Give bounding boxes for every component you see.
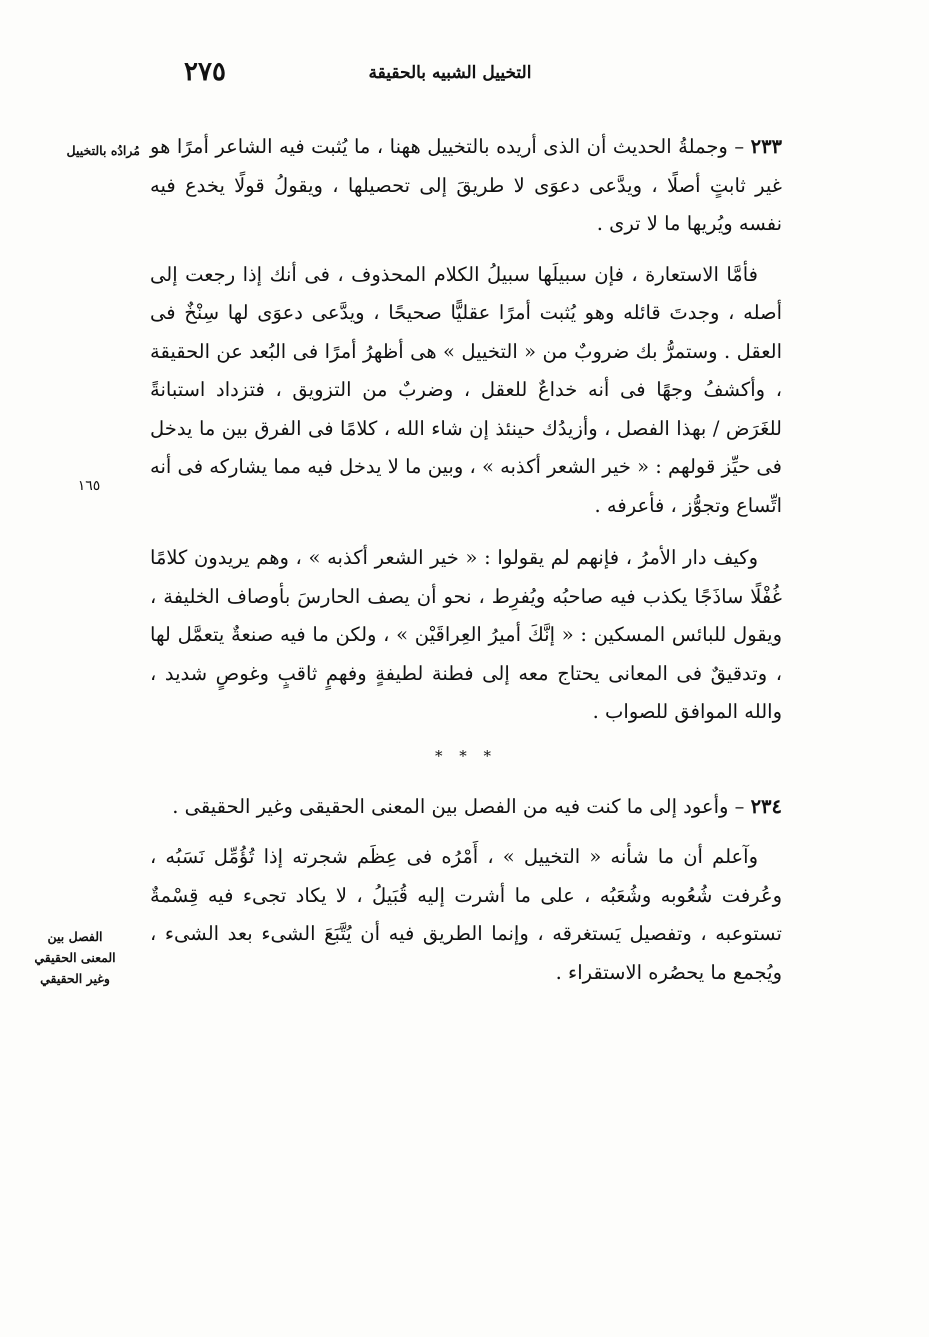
section-dash: –: [734, 135, 745, 158]
section-dash: –: [734, 794, 745, 818]
margin-page-reference: ١٦٥: [77, 478, 101, 494]
paragraph: وكيف دار الأمرُ ، فإنهم لم يقولوا : « خير الشعر أكذبه » ، وهم يريدون كلامًا غُفْلًا ساذَجًا يكذب فيه صاحبُه ويُفرِط ، نحو أن يصف الحارسَ بأوصاف الخليفة ، ويقول للبائس المسكين : « إنَّكَ أميرُ العِراقَيْن » ، ولكن ما فيه صنعةٌ يتعمَّل لها ، وتدقيقٌ فى المعانى يحتاج معه إلى فطنة لطيفةٍ وفهمٍ ثاقبٍ وغوصٍ شديد ، والله الموافق للصواب .: [150, 546, 782, 723]
paragraph: فأمَّا الاستعارة ، فإن سبيلَها سبيلُ الكلام المحذوف ، فى أنك إذا رجعت إلى أصله ، وجدتَ قائله وهو يُثبت أمرًا عقليًّا صحيحًا ، ويدَّعى دعوَى لها سِنْخٌ فى العقل . وستمرُّ بك ضروبٌ من « التخييل » هى أظهرُ أمرًا فى البُعد عن الحقيقة ، وأكشفُ وجهًا فى أنه خداعٌ للعقل ، وضربٌ من التزويق ، فتزداد استبانةً للغَرَض / بهذا الفصل ، وأزيدُك حينئذ إن شاء الله ، كلامًا فى الفرق بين ما يدخل فى حيِّز قولهم : « خير الشعر أكذبه » ، وبين ما لا يدخل فيه مما يشاركه فى أنه اتِّساع وتجوُّز ، فأعرفه .: [150, 262, 782, 517]
running-title: التخييل الشبيه بالحقيقة: [368, 63, 532, 83]
section-separator: * * *: [434, 746, 498, 765]
page-header: [0, 55, 929, 95]
paragraph: وآعلم أن ما شأنه « التخييل » ، أَمْرُه فى عِظَم شجرته إذا تُؤُمِّل نَسَبُه ، وعُرفت شُعُوبه وشُعَبُه ، على ما أشرت إليه قُبَيلُ ، لا يكاد تجىء فيه قِسْمةٌ تستوعبه ، وتفصيل يَستغرقه ، وإنما الطريق فيه أن يُتَّبَعَ الشىء بعد الشىء ، ويُجمع ما يحصُره الاستقراء .: [150, 845, 782, 984]
main-text: [150, 128, 782, 1006]
section-233-text: وجملةُ الحديث أن الذى أريده بالتخييل ههنا ، ما يُثبت فيه الشاعر أمرًا هو غير ثابتٍ أصلًا ، ويدَّعى دعوَى لا طريقَ إلى تحصيلها ، ويقولُ قولًا يخدع فيه نفسه ويُريها ما لا ترى .: [150, 135, 782, 235]
section-233-intro: [150, 128, 782, 244]
page-number: ٢٧٥: [184, 57, 226, 87]
section-234-text: وأعود إلى ما كنت فيه من الفصل بين المعنى الحقيقى وغير الحقيقى .: [172, 794, 729, 818]
section-number: ٢٣٤: [750, 794, 782, 818]
margin-note-fasl: الفصل بين المعنى الحقيقي وغير الحقيقي: [34, 929, 116, 986]
section-number: ٢٣٣: [750, 135, 783, 158]
margin-note-takhyil: مُرادُه بالتخييل: [66, 143, 140, 158]
section-234-intro: [150, 788, 782, 827]
